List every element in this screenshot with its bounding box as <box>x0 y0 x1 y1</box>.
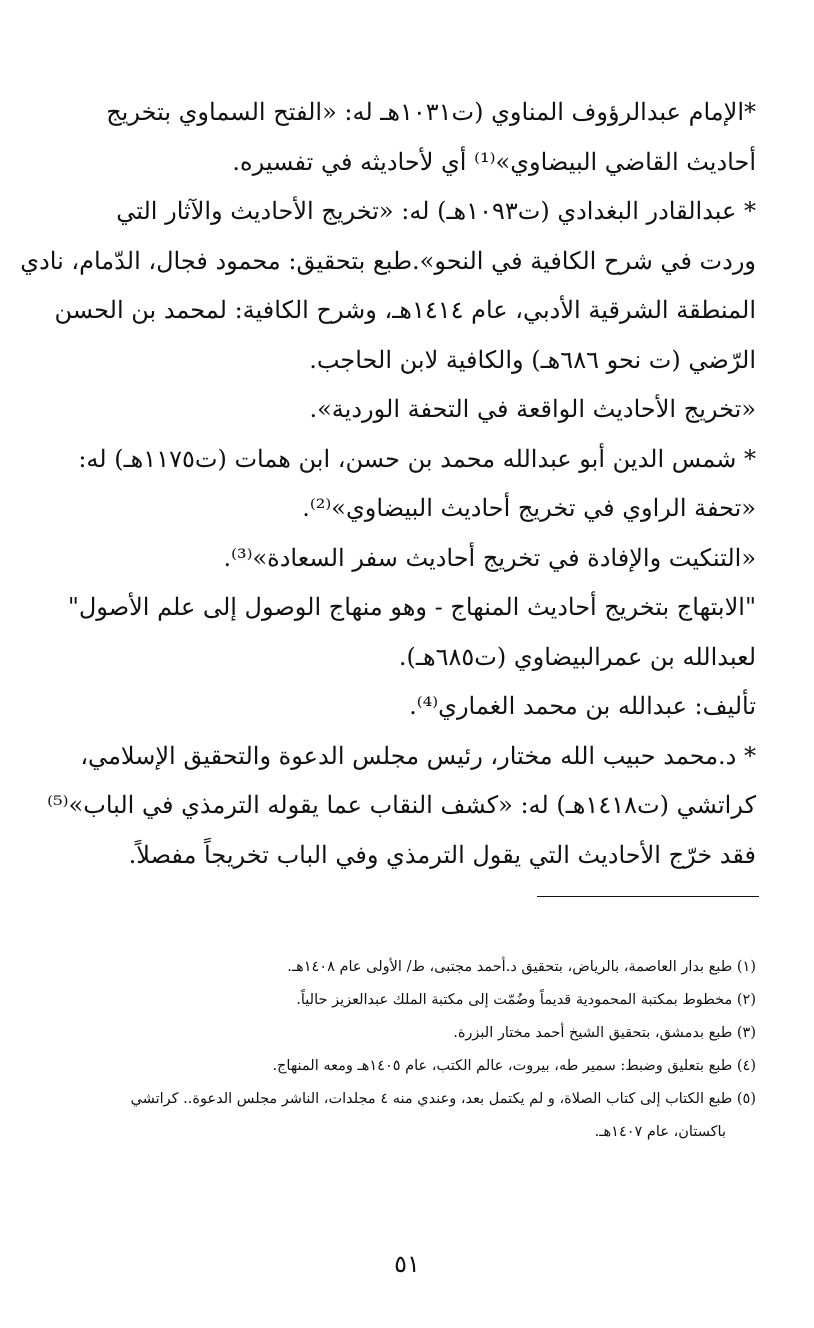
body-line: وردت في شرح الكافية في النحو».طبع بتحقيق: محمود فجال، الدّمام، نادي <box>20 246 756 275</box>
body-line: كراتشي (ت١٤١٨هـ) له: «كشف النقاب عما يقوله الترمذي في الباب»⁽⁵⁾ <box>47 791 756 819</box>
body-line: لعبدالله بن عمرالبيضاوي (ت٦٨٥هـ). <box>398 642 756 671</box>
body-line: * عبدالقادر البغدادي (ت١٠٩٣هـ) له: «تخريج الأحاديث والآثار التي <box>116 197 756 225</box>
body-line: «تحفة الراوي في تخريج أحاديث البيضاوي»⁽²⁾. <box>302 494 756 522</box>
footnote-3: (٣) طبع بدمشق، بتحقيق الشيخ أحمد مختار البزرة. <box>453 1025 756 1041</box>
page-number: ٥١ <box>394 1250 420 1278</box>
body-line: تأليف: عبدالله بن محمد الغماري⁽⁴⁾. <box>409 692 756 720</box>
footnote-1: (١) طبع بدار العاصمة، بالرياض، بتحقيق د.أحمد مجتبى، ط/ الأولى عام ١٤٠٨هـ. <box>287 959 756 975</box>
body-line: فقد خرّج الأحاديث التي يقول الترمذي وفي الباب تخريجاً مفصلاً. <box>128 840 756 869</box>
body-line: أحاديث القاضي البيضاوي»⁽¹⁾ أي لأحاديثه في تفسيره. <box>232 147 756 176</box>
body-line: "الابتهاج بتخريج أحاديث المنهاج - وهو منهاج الوصول إلى علم الأصول" <box>67 593 756 621</box>
footnote-5: (٥) طبع الكتاب إلى كتاب الصلاة، و لم يكتمل بعد، وعندي منه ٤ مجلدات، الناشر مجلس الدعوة.. كراتشي <box>130 1091 756 1107</box>
body-line: «التنكيت والإفادة في تخريج أحاديث سفر السعادة»⁽³⁾. <box>223 543 756 572</box>
body-line: * د.محمد حبيب الله مختار، رئيس مجلس الدعوة والتحقيق الإسلامي، <box>80 741 756 770</box>
main-text <box>20 88 756 880</box>
footnotes <box>36 951 756 1149</box>
body-line: «تخريج الأحاديث الواقعة في التحفة الوردية». <box>309 395 756 423</box>
body-line: * شمس الدين أبو عبدالله محمد بن حسن، ابن همات (ت١١٧٥هـ) له: <box>78 444 756 473</box>
footnote-separator <box>537 896 759 897</box>
body-line: الرّضي (ت نحو ٦٨٦هـ) والكافية لابن الحاجب. <box>309 345 756 374</box>
footnote-2: (٢) مخطوط بمكتبة المحمودية قديماً وضُمّت إلى مكتبة الملك عبدالعزيز حالياً. <box>296 992 756 1008</box>
body-line: *الإمام عبدالرؤوف المناوي (ت١٠٣١هـ له: «الفتح السماوي بتخريج <box>106 98 756 126</box>
body-line: المنطقة الشرقية الأدبي، عام ١٤١٤هـ، وشرح الكافية: لمحمد بن الحسن <box>54 296 756 324</box>
footnote-5-continuation: باكستان، عام ١٤٠٧هـ. <box>594 1124 726 1140</box>
footnote-4: (٤) طبع بتعليق وضبط: سمير طه، بيروت، عالم الكتب، عام ١٤٠٥هـ ومعه المنهاج. <box>272 1058 756 1074</box>
